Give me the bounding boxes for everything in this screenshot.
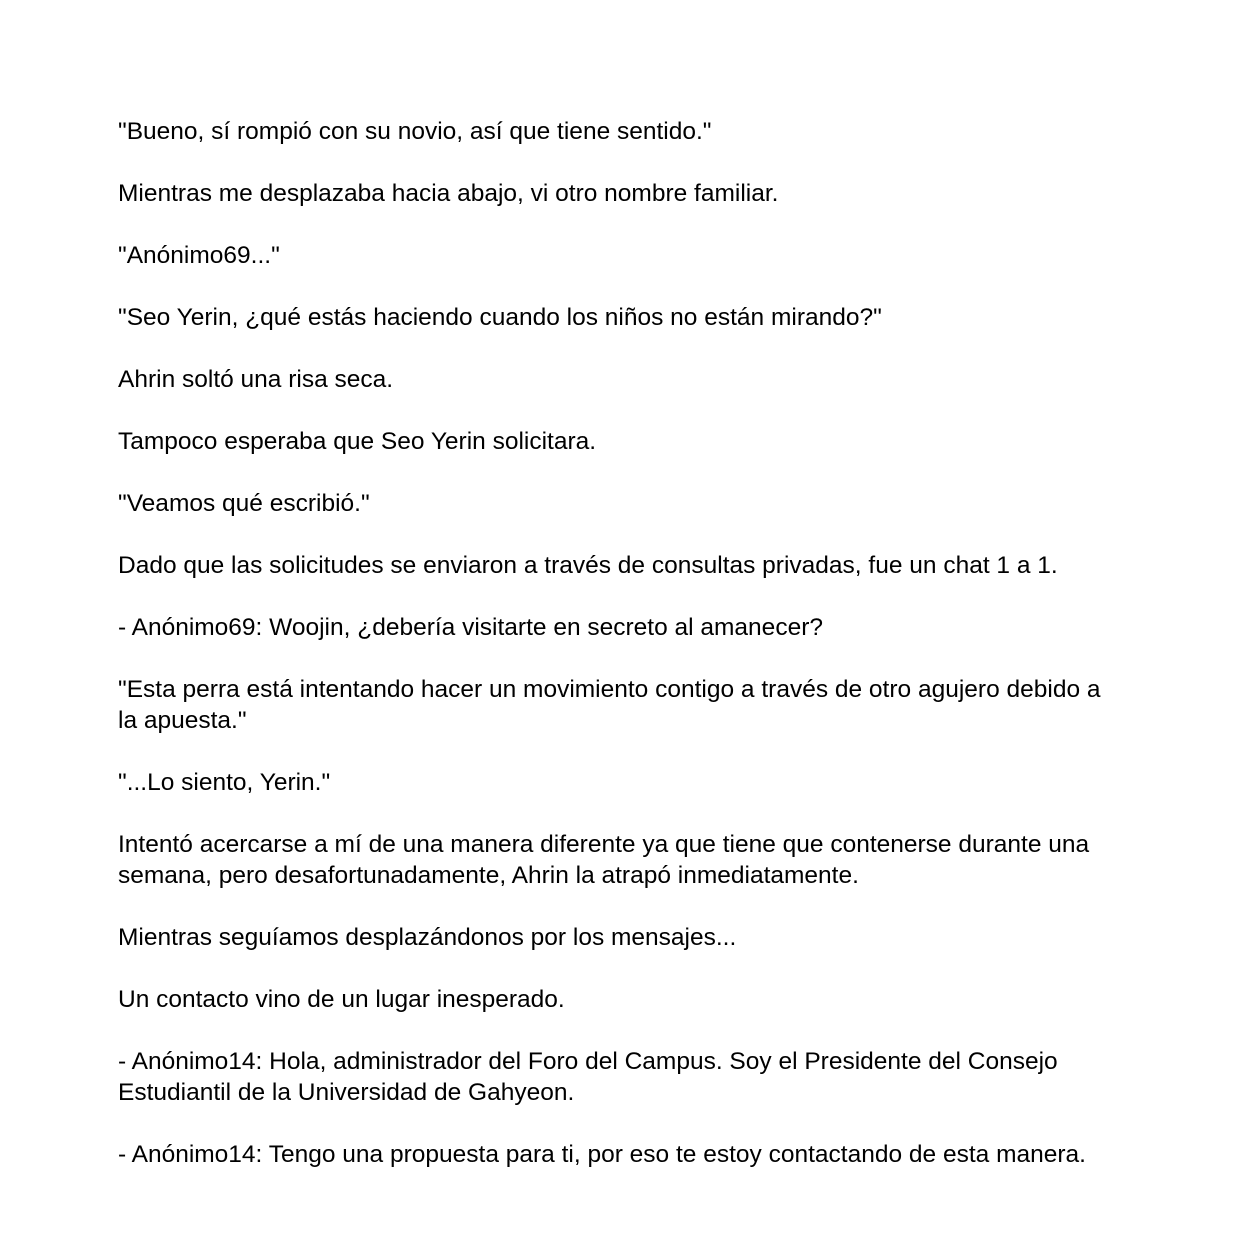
paragraph: Un contacto vino de un lugar inesperado. bbox=[118, 986, 565, 1013]
paragraph: Ahrin soltó una risa seca. bbox=[118, 366, 394, 393]
paragraph: "Veamos qué escribió." bbox=[118, 490, 370, 517]
document-body bbox=[118, 116, 1118, 1201]
paragraph: Mientras me desplazaba hacia abajo, vi otro nombre familiar. bbox=[118, 180, 779, 207]
paragraph: "Anónimo69..." bbox=[118, 242, 280, 269]
paragraph: - Anónimo69: Woojin, ¿debería visitarte en secreto al amanecer? bbox=[118, 614, 823, 641]
paragraph: - Anónimo14: Hola, administrador del Foro del Campus. Soy el Presidente del Consejo Estudiantil de la Universidad de Gahyeon. bbox=[118, 1048, 1058, 1106]
paragraph: "Seo Yerin, ¿qué estás haciendo cuando los niños no están mirando?" bbox=[118, 304, 882, 331]
paragraph: "Esta perra está intentando hacer un movimiento contigo a través de otro agujero debido a la apuesta." bbox=[118, 676, 1101, 734]
paragraph: - Anónimo14: Tengo una propuesta para ti, por eso te estoy contactando de esta manera. bbox=[118, 1141, 1086, 1168]
paragraph: Dado que las solicitudes se enviaron a través de consultas privadas, fue un chat 1 a 1. bbox=[118, 552, 1058, 579]
paragraph: "Bueno, sí rompió con su novio, así que tiene sentido." bbox=[118, 118, 712, 145]
paragraph: "...Lo siento, Yerin." bbox=[118, 769, 331, 796]
paragraph: Mientras seguíamos desplazándonos por los mensajes... bbox=[118, 924, 737, 951]
paragraph: Tampoco esperaba que Seo Yerin solicitara. bbox=[118, 428, 597, 455]
paragraph: Intentó acercarse a mí de una manera diferente ya que tiene que contenerse durante una semana, pero desafortunadamente, Ahrin la atrapó inmediatamente. bbox=[118, 831, 1090, 889]
